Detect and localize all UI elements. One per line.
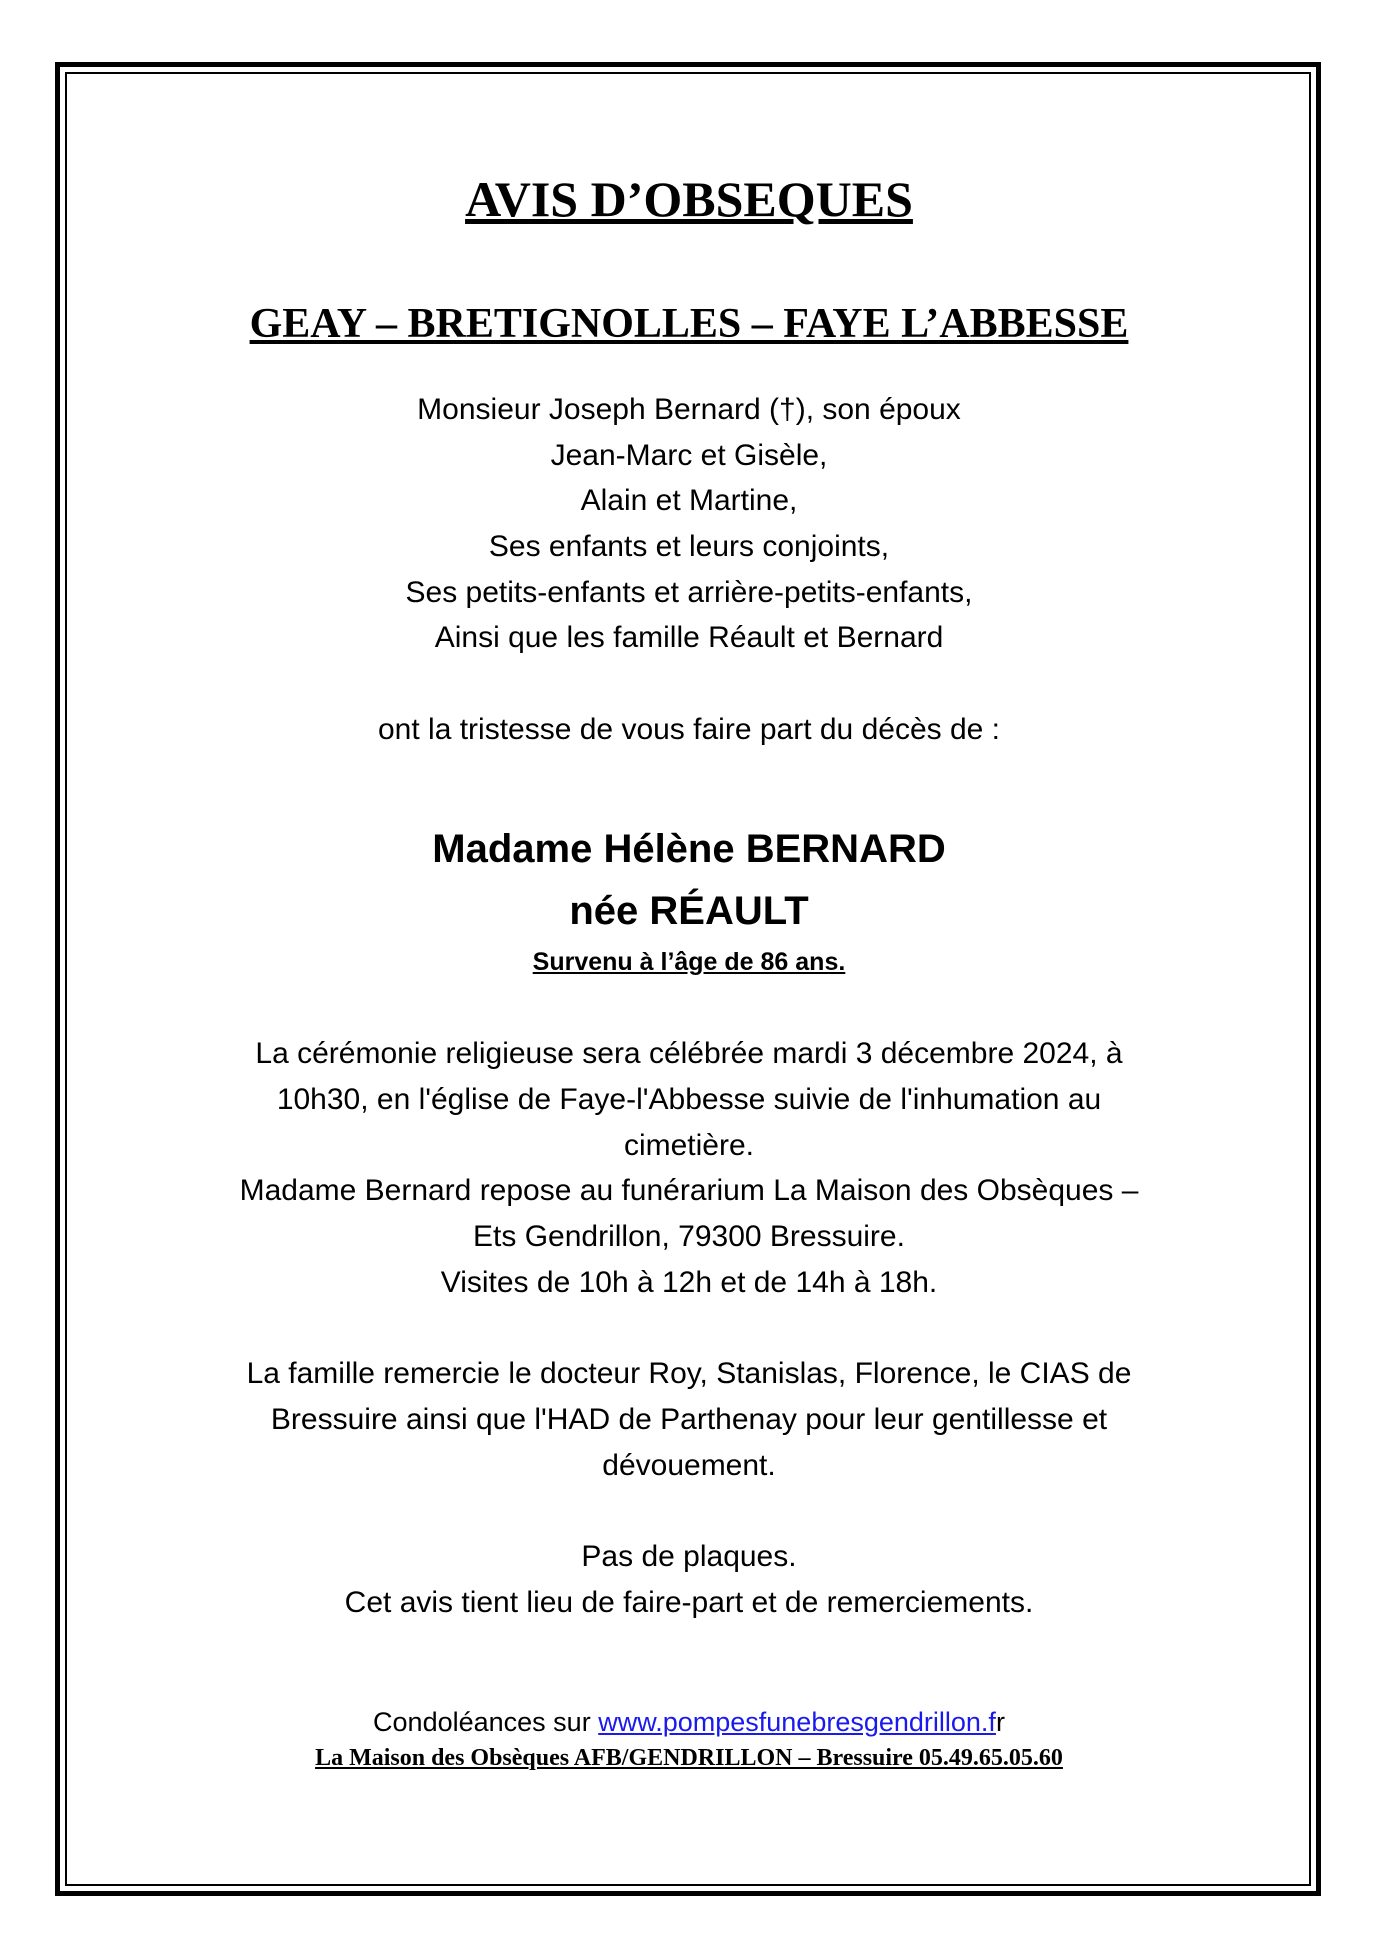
condolences-link[interactable]: www.pompesfunebresgendrillon.f [598, 1707, 996, 1737]
ceremony-line: Visites de 10h à 12h et de 14h à 18h. [440, 1266, 938, 1299]
ceremony-line: Madame Bernard repose au funérarium La Maison des Obsèques – [239, 1174, 1139, 1207]
deceased-name: Madame Hélène BERNARD [432, 827, 946, 871]
family-line: Monsieur Joseph Bernard (†), son époux [417, 393, 961, 426]
closing-line: Cet avis tient lieu de faire-part et de remerciements. [344, 1586, 1034, 1619]
condolences-suffix: r [995, 1707, 1005, 1737]
family-line: Jean-Marc et Gisèle, [550, 439, 828, 472]
family-line: Ses petits-enfants et arrière-petits-enfants, [405, 576, 973, 609]
age-line: Survenu à l’âge de 86 ans. [532, 948, 846, 976]
announcement-text: ont la tristesse de vous faire part du décès de : [377, 713, 1001, 746]
ceremony-line: Ets Gendrillon, 79300 Bressuire. [473, 1220, 905, 1253]
locations-heading: GEAY – BRETIGNOLLES – FAYE L’ABBESSE [249, 301, 1129, 347]
maiden-name: née RÉAULT [569, 889, 809, 933]
family-line: Ses enfants et leurs conjoints, [488, 530, 890, 563]
ceremony-line: 10h30, en l'église de Faye-l'Abbesse suivie de l'inhumation au [276, 1083, 1102, 1116]
funeral-home-line: La Maison des Obsèques AFB/GENDRILLON – Bressuire 05.49.65.05.60 [315, 1745, 1063, 1771]
family-line: Alain et Martine, [580, 484, 798, 517]
ceremony-line: cimetière. [623, 1129, 755, 1162]
thanks-line: Bressuire ainsi que l'HAD de Parthenay pour leur gentillesse et [270, 1403, 1108, 1436]
condolences-line [0, 1709, 1378, 1736]
notice-title: AVIS D’OBSEQUES [465, 171, 913, 227]
ceremony-line: La cérémonie religieuse sera célébrée mardi 3 décembre 2024, à [255, 1037, 1123, 1070]
thanks-line: dévouement. [602, 1449, 776, 1482]
family-line: Ainsi que les famille Réault et Bernard [434, 621, 944, 654]
closing-line: Pas de plaques. [581, 1540, 797, 1573]
condolences-prefix: Condoléances sur [373, 1707, 591, 1737]
thanks-line: La famille remercie le docteur Roy, Stanislas, Florence, le CIAS de [246, 1357, 1132, 1390]
